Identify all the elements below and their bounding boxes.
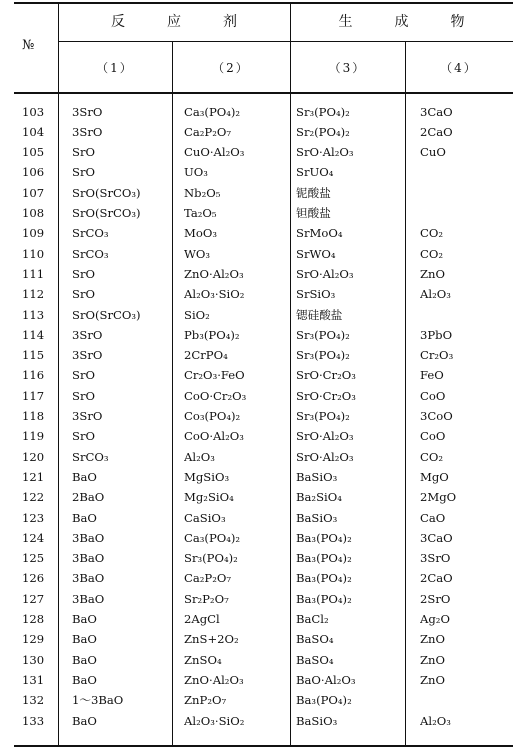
- product-2-cell: Ag₂O: [420, 612, 450, 626]
- product-2-cell: 2CaO: [420, 124, 453, 139]
- row-number-cell: 105: [22, 145, 45, 160]
- table-row: [0, 548, 513, 568]
- table-row: [0, 223, 513, 243]
- reactant-2-cell: UO₃: [184, 165, 208, 180]
- row-number-cell: 120: [22, 449, 45, 464]
- reactant-1-cell: BaO: [72, 672, 97, 687]
- product-1-cell: BaSiO₃: [296, 469, 338, 484]
- product-2-cell: 2CaO: [420, 571, 453, 586]
- product-2-cell: 2SrO: [420, 591, 451, 606]
- table-row: [0, 528, 513, 548]
- table-row: [0, 264, 513, 284]
- table-row: [0, 183, 513, 203]
- row-number-cell: 113: [22, 307, 45, 322]
- product-2-cell: [420, 183, 510, 203]
- product-1-cell: SrO·Cr₂O₃: [296, 388, 356, 403]
- reactant-1-cell: 3SrO: [72, 124, 103, 139]
- reactant-1-cell: 3SrO: [72, 348, 103, 363]
- row-number-cell: 125: [22, 551, 45, 566]
- table-row: [0, 447, 513, 467]
- table-row: [0, 406, 513, 426]
- table-row: [0, 487, 513, 507]
- reactant-1-cell: SrO(SrCO₃): [72, 206, 141, 220]
- reactant-2-cell: Ta₂O₅: [184, 206, 217, 220]
- product-1-cell: SrWO₄: [296, 246, 336, 261]
- row-number-cell: 114: [22, 327, 45, 342]
- product-1-cell: SrO·Cr₂O₃: [296, 368, 356, 383]
- row-number-cell: 106: [22, 165, 45, 180]
- reactant-2-cell: CaSiO₃: [184, 510, 226, 525]
- product-1-cell: SrO·Al₂O₃: [296, 145, 354, 160]
- reactant-2-cell: Mg₂SiO₄: [184, 490, 234, 505]
- reactant-2-cell: Co₃(PO₄)₂: [184, 409, 241, 423]
- product-2-cell: ZnO: [420, 266, 446, 281]
- product-1-cell: SrSiO₃: [296, 287, 336, 302]
- product-1-cell: Ba₂SiO₄: [296, 490, 342, 505]
- product-2-cell: [420, 162, 510, 182]
- row-number-cell: 131: [22, 672, 45, 687]
- product-2-cell: Al₂O₃: [420, 713, 451, 728]
- row-number-cell: 129: [22, 632, 45, 647]
- number-column-header: №: [22, 38, 35, 53]
- product-1-cell: Sr₃(PO₄)₂: [296, 327, 350, 342]
- product-2-cell: CoO: [420, 429, 446, 444]
- row-number-cell: 109: [22, 226, 45, 241]
- table-row: [0, 386, 513, 406]
- header-bottom-rule: [14, 92, 513, 94]
- reactant-1-cell: BaO: [72, 510, 97, 525]
- reactant-2-cell: ZnP₂O₇: [184, 693, 227, 708]
- product-1-cell: BaCl₂: [296, 612, 329, 626]
- product-2-cell: [420, 305, 510, 325]
- reactant-2-cell: Ca₂P₂O₇: [184, 124, 232, 139]
- reactant-1-cell: SrCO₃: [72, 449, 109, 464]
- top-rule: [14, 2, 513, 4]
- reactants-header: 反 应 剂: [111, 14, 237, 30]
- product-1-cell: Ba₃(PO₄)₂: [296, 591, 352, 606]
- row-number-cell: 111: [22, 266, 45, 281]
- product-1-cell: SrO·Al₂O₃: [296, 449, 354, 464]
- product-2-cell: CO₂: [420, 449, 444, 464]
- reactant-1-cell: BaO: [72, 612, 97, 626]
- product-1-cell: 钽酸盐: [296, 206, 331, 220]
- table-row: [0, 426, 513, 446]
- table-row: [0, 325, 513, 345]
- product-1-cell: BaSiO₃: [296, 713, 338, 728]
- reactant-2-cell: MgSiO₃: [184, 469, 230, 484]
- product-2-cell: CaO: [420, 510, 446, 525]
- product-1-cell: SrMoO₄: [296, 226, 343, 241]
- product-2-cell: 2MgO: [420, 490, 457, 505]
- reactant-1-cell: 3SrO: [72, 409, 103, 423]
- table-row: [0, 365, 513, 385]
- table-row: [0, 690, 513, 710]
- product-1-cell: Ba₃(PO₄)₂: [296, 551, 352, 566]
- table-row: [0, 568, 513, 588]
- reactant-1-cell: BaO: [72, 469, 97, 484]
- row-number-cell: 118: [22, 409, 45, 423]
- reactant-2-cell: CoO·Al₂O₃: [184, 429, 244, 444]
- table-row: [0, 142, 513, 162]
- reactant-2-cell: ZnSO₄: [184, 652, 222, 667]
- product-1-cell: 锶硅酸盐: [296, 307, 343, 322]
- reactant-2-cell: CoO·Cr₂O₃: [184, 388, 247, 403]
- table-row: [0, 629, 513, 649]
- product-2-cell: 3PbO: [420, 327, 453, 342]
- row-number-cell: 107: [22, 185, 45, 200]
- reactant-2-cell: ZnO·Al₂O₃: [184, 266, 244, 281]
- row-number-cell: 112: [22, 287, 45, 302]
- product-2-cell: Cr₂O₃: [420, 348, 454, 363]
- table-row: [0, 244, 513, 264]
- reactant-1-cell: SrO: [72, 388, 95, 403]
- reactant-1-cell: SrO: [72, 145, 95, 160]
- reactant-1-cell: SrO(SrCO₃): [72, 307, 141, 322]
- reactant-1-cell: BaO: [72, 632, 97, 647]
- product-1-cell: Sr₃(PO₄)₂: [296, 104, 350, 119]
- row-number-cell: 116: [22, 368, 45, 383]
- product-1-cell: BaO·Al₂O₃: [296, 672, 356, 687]
- row-number-cell: 115: [22, 348, 45, 363]
- reactant-1-cell: SrO(SrCO₃): [72, 185, 141, 200]
- reactant-1-cell: 1～3BaO: [72, 693, 124, 708]
- column-3-header: （3）: [328, 61, 367, 75]
- row-number-cell: 122: [22, 490, 45, 505]
- product-2-cell: 3CaO: [420, 104, 453, 119]
- column-1-header: （1）: [96, 61, 134, 75]
- table-row: [0, 305, 513, 325]
- reactant-2-cell: Ca₃(PO₄)₂: [184, 104, 241, 119]
- reactant-2-cell: WO₃: [184, 246, 211, 261]
- product-1-cell: Sr₃(PO₄)₂: [296, 409, 350, 423]
- row-number-cell: 110: [22, 246, 45, 261]
- product-1-cell: Sr₂(PO₄)₂: [296, 124, 350, 139]
- reactant-1-cell: SrCO₃: [72, 226, 109, 241]
- reactant-1-cell: 3SrO: [72, 104, 103, 119]
- product-1-cell: BaSO₄: [296, 652, 334, 667]
- reactant-2-cell: MoO₃: [184, 226, 218, 241]
- row-number-cell: 121: [22, 469, 45, 484]
- reactant-1-cell: 3BaO: [72, 530, 105, 545]
- reactant-2-cell: ZnS+2O₂: [184, 632, 239, 647]
- reactant-2-cell: Al₂O₃·SiO₂: [184, 287, 245, 302]
- row-number-cell: 128: [22, 612, 45, 626]
- reactant-1-cell: BaO: [72, 652, 97, 667]
- product-1-cell: BaSO₄: [296, 632, 334, 647]
- reactant-1-cell: SrCO₃: [72, 246, 109, 261]
- header-divider-rule: [58, 41, 513, 42]
- product-2-cell: [420, 203, 510, 223]
- reactant-1-cell: SrO: [72, 165, 95, 180]
- reactant-1-cell: SrO: [72, 429, 95, 444]
- row-number-cell: 132: [22, 693, 45, 708]
- table-row: [0, 508, 513, 528]
- reactant-1-cell: SrO: [72, 368, 95, 383]
- product-1-cell: 铌酸盐: [296, 185, 331, 200]
- reactant-1-cell: 3BaO: [72, 551, 105, 566]
- product-2-cell: FeO: [420, 368, 444, 383]
- table-row: [0, 122, 513, 142]
- table-row: [0, 284, 513, 304]
- reactant-2-cell: CuO·Al₂O₃: [184, 145, 245, 160]
- table-row: [0, 345, 513, 365]
- product-1-cell: SrO·Al₂O₃: [296, 266, 354, 281]
- reactant-2-cell: Al₂O₃: [184, 449, 215, 464]
- reactant-2-cell: Al₂O₃·SiO₂: [184, 713, 245, 728]
- product-2-cell: [420, 690, 510, 710]
- product-2-cell: CoO: [420, 388, 446, 403]
- reactant-2-cell: Nb₂O₅: [184, 185, 221, 200]
- row-number-cell: 119: [22, 429, 45, 444]
- product-1-cell: Ba₃(PO₄)₂: [296, 693, 352, 708]
- product-1-cell: SrO·Al₂O₃: [296, 429, 354, 444]
- row-number-cell: 127: [22, 591, 45, 606]
- product-2-cell: ZnO: [420, 652, 446, 667]
- row-number-cell: 117: [22, 388, 45, 403]
- product-1-cell: BaSiO₃: [296, 510, 338, 525]
- product-2-cell: CO₂: [420, 246, 444, 261]
- row-number-cell: 133: [22, 713, 45, 728]
- reactant-2-cell: Ca₃(PO₄)₂: [184, 530, 241, 545]
- product-1-cell: Ba₃(PO₄)₂: [296, 530, 352, 545]
- reactant-1-cell: 2BaO: [72, 490, 105, 505]
- column-4-header: （4）: [440, 61, 478, 75]
- table-row: [0, 609, 513, 629]
- product-2-cell: 3CaO: [420, 530, 453, 545]
- row-number-cell: 104: [22, 124, 45, 139]
- table-row: [0, 589, 513, 609]
- product-2-cell: CuO: [420, 145, 446, 160]
- row-number-cell: 124: [22, 530, 45, 545]
- column-2-header: （2）: [212, 61, 250, 75]
- table-row: [0, 203, 513, 223]
- reactant-1-cell: 3BaO: [72, 591, 105, 606]
- reactant-2-cell: 2AgCl: [184, 612, 220, 626]
- product-1-cell: SrUO₄: [296, 165, 334, 180]
- reactant-1-cell: 3SrO: [72, 327, 103, 342]
- reactant-2-cell: Pb₃(PO₄)₂: [184, 327, 240, 342]
- row-number-cell: 108: [22, 206, 45, 220]
- reactant-2-cell: ZnO·Al₂O₃: [184, 672, 244, 687]
- product-2-cell: CO₂: [420, 226, 444, 241]
- reactant-2-cell: 2CrPO₄: [184, 348, 228, 363]
- row-number-cell: 123: [22, 510, 45, 525]
- product-1-cell: Sr₃(PO₄)₂: [296, 348, 350, 363]
- product-2-cell: Al₂O₃: [420, 287, 451, 302]
- product-2-cell: 3CoO: [420, 409, 453, 423]
- reactant-1-cell: SrO: [72, 287, 95, 302]
- reactant-1-cell: BaO: [72, 713, 97, 728]
- row-number-cell: 103: [22, 104, 45, 119]
- products-header: 生 成 物: [338, 14, 465, 30]
- row-number-cell: 126: [22, 571, 45, 586]
- table-row: [0, 650, 513, 670]
- product-1-cell: Ba₃(PO₄)₂: [296, 571, 352, 586]
- bottom-rule: [14, 745, 513, 747]
- reactant-2-cell: Sr₃(PO₄)₂: [184, 551, 238, 566]
- product-2-cell: MgO: [420, 469, 449, 484]
- reactant-2-cell: SiO₂: [184, 307, 210, 322]
- row-number-cell: 130: [22, 652, 45, 667]
- reactant-2-cell: Ca₂P₂O₇: [184, 571, 232, 586]
- reactant-1-cell: 3BaO: [72, 571, 105, 586]
- table-row: [0, 102, 513, 122]
- table-row: [0, 711, 513, 731]
- reactant-2-cell: Cr₂O₃·FeO: [184, 368, 245, 383]
- product-2-cell: ZnO: [420, 672, 446, 687]
- product-2-cell: 3SrO: [420, 551, 451, 566]
- reactant-2-cell: Sr₂P₂O₇: [184, 591, 229, 606]
- product-2-cell: ZnO: [420, 632, 446, 647]
- table-row: [0, 162, 513, 182]
- table-row: [0, 670, 513, 690]
- table-row: [0, 467, 513, 487]
- reactant-1-cell: SrO: [72, 266, 95, 281]
